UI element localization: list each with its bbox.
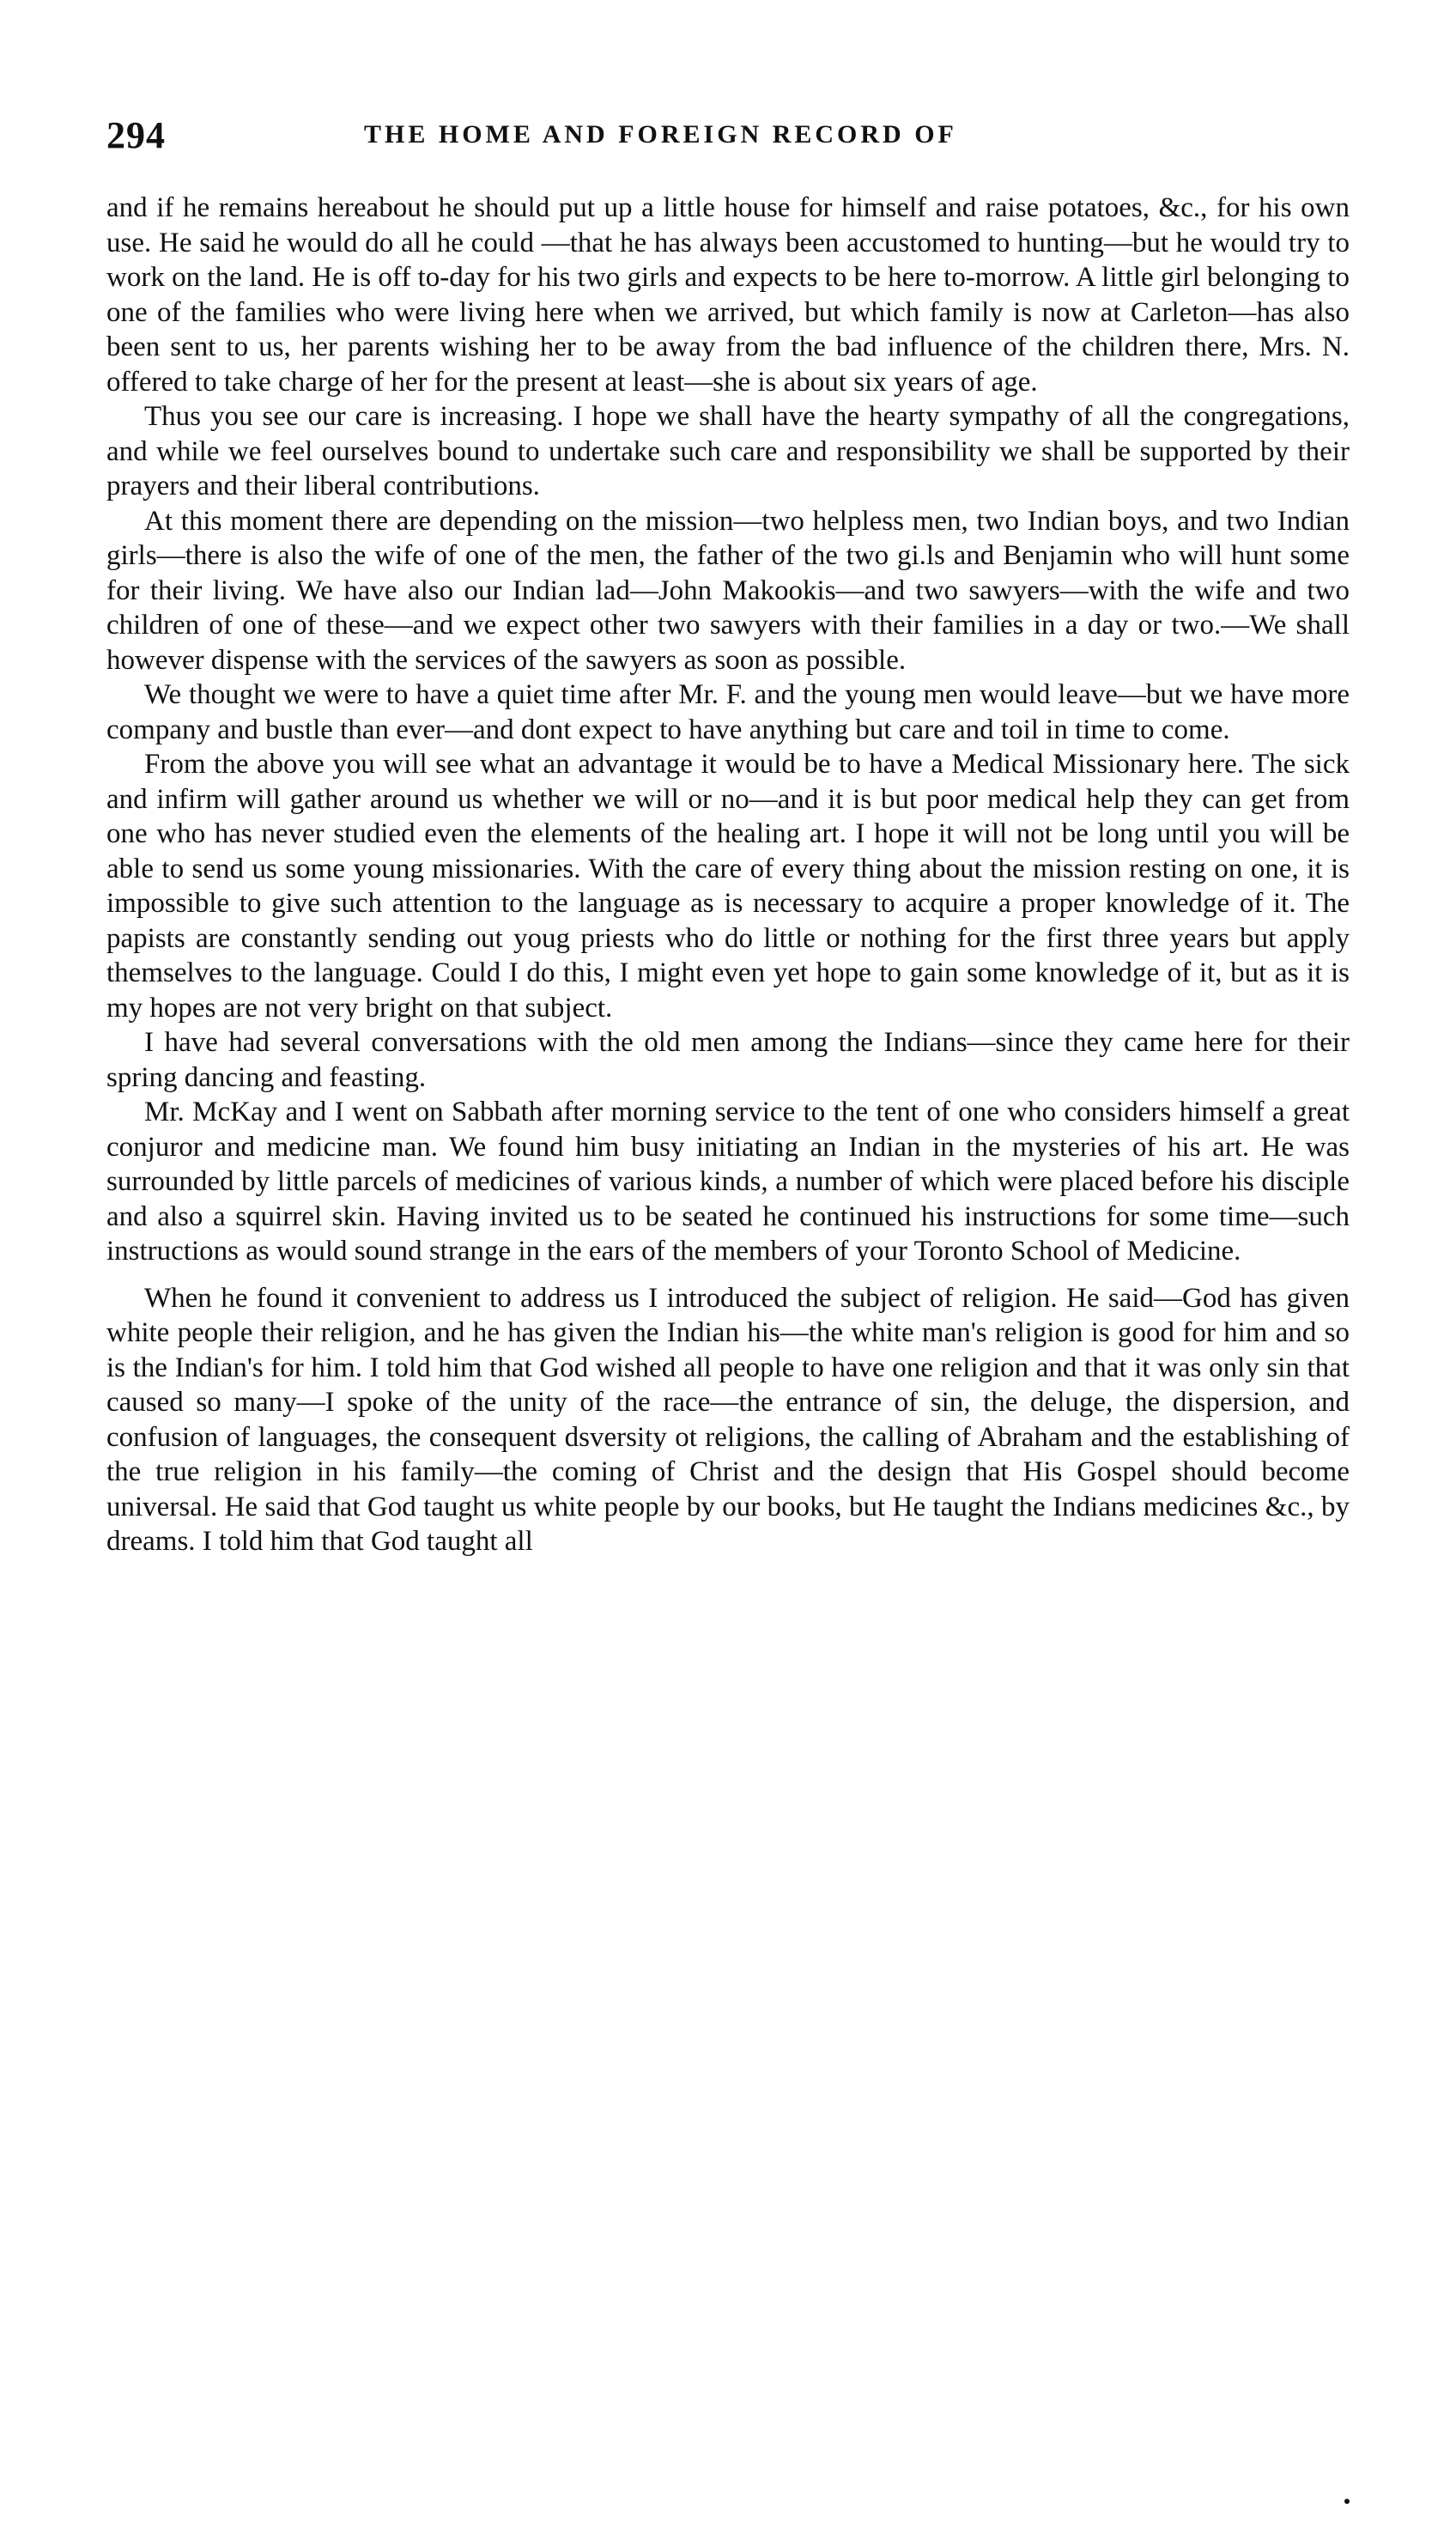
page-header	[106, 113, 1350, 165]
page-number: 294	[106, 114, 166, 156]
paragraph: We thought we were to have a quiet time after Mr. F. and the young men would leave—but we have more company and bustle than ever—and dont expect to have anything but care and toil in time to come.	[106, 679, 1350, 745]
paragraph: and if he remains hereabout he should put up a little house for himself and raise potatoes, &c., for his own use. He said he would do all he could —that he has always been accustomed to hunting—but he would try to work on the land. He is off to-day for his two girls and expects to be here to-morrow. A little girl belonging to one of the families who were living here when we arrived, but which family is now at Carleton—has also been sent to us, her parents wishing her to be away from the bad influence of the children there, Mrs. N. offered to take charge of her for the present at least—she is about six years of age.	[106, 192, 1350, 398]
running-head: THE HOME AND FOREIGN RECORD OF	[364, 120, 957, 149]
body-text	[106, 191, 1350, 1559]
printer-mark	[1344, 2499, 1350, 2504]
paragraph: Thus you see our care is increasing. I hope we shall have the hearty sympathy of all the congregations, and while we feel ourselves bound to undertake such care and responsibility we shall be supported by their prayers and their liberal contributions.	[106, 401, 1350, 501]
paragraph: At this moment there are depending on the mission—two helpless men, two Indian boys, and two Indian girls—there is also the wife of one of the men, the father of the two gi.ls and Benjamin who will hunt some for their living. We have also our Indian lad—John Makookis—and two sawyers—with the wife and two children of one of these—and we expect other two sawyers with their families in a day or two.—We shall however dispense with the services of the sawyers as soon as possible.	[106, 505, 1350, 676]
paragraph: When he found it convenient to address us I introduced the subject of religion. He said—God has given white people their religion, and he has given the Indian his—the white man's religion is good for him and so is the Indian's for him. I told him that God wished all people to have one religion and that it was only sin that caused so many—I spoke of the unity of the race—the entrance of sin, the deluge, the dispersion, and confusion of languages, the consequent dsversity ot religions, the calling of Abraham and the establishing of the true religion in his family—the coming of Christ and the design that His Gospel should become universal. He said that God taught us white people by our books, but He taught the Indians medicines &c., by dreams. I told him that God taught all	[106, 1282, 1350, 1557]
paragraph: I have had several conversations with the old men among the Indians—since they came here for their spring dancing and feasting.	[106, 1027, 1350, 1093]
paragraph: From the above you will see what an advantage it would be to have a Medical Missionary here. The sick and infirm will gather around us whether we will or no—and it is but poor medical help they can get from one who has never studied even the elements of the healing art. I hope it will not be long until you will be able to send us some young missionaries. With the care of every thing about the mission resting on one, it is impossible to give such attention to the language as is necessary to acquire a proper knowledge of it. The papists are constantly sending out youg priests who do little or nothing for the first three years but apply themselves to the language. Could I do this, I might even yet hope to gain some knowledge of it, but as it is my hopes are not very bright on that subject.	[106, 749, 1350, 1024]
paragraph: Mr. McKay and I went on Sabbath after morning service to the tent of one who considers himself a great conjuror and medicine man. We found him busy initiating an Indian in the mysteries of his art. He was surrounded by little parcels of medicines of various kinds, a number of which were placed before his disciple and also a squirrel skin. Having invited us to be seated he continued his instructions for some time—such instructions as would sound strange in the ears of the members of your Toronto School of Medicine.	[106, 1097, 1350, 1267]
